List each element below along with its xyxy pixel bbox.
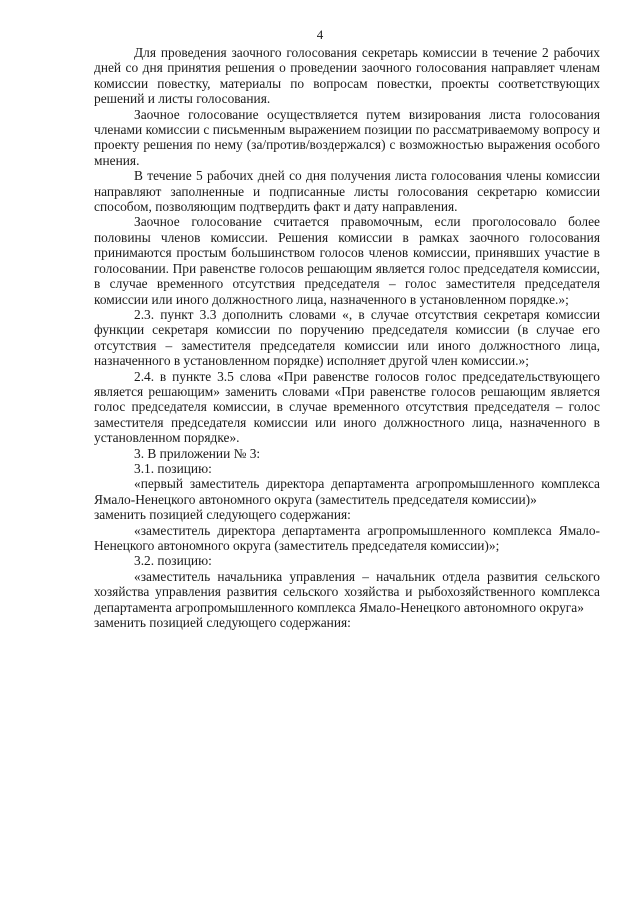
paragraph-replace-1: заменить позицией следующего содержания: bbox=[94, 507, 351, 523]
paragraph-absentee-voting-method: Заочное голосование осуществляется путем визирования листа голосования членами комиссии с письменным выражением позиции по рассматриваемому вопросу и проекту решения по нему (за/против/воздержался) с возможностью выражения особого мнения. bbox=[94, 106, 600, 168]
paragraph-old-position-1: «первый заместитель директора департамента агропромышленного комплекса Ямало-Ненецкого автономного округа (заместитель председателя комиссии)» bbox=[94, 476, 600, 507]
paragraph-voting-procedure: Для проведения заочного голосования секретарь комиссии в течение 2 рабочих дней со дня принятия решения о проведении заочного голосования направляет членам комиссии повестку, материалы по вопросам повестки, проекты соответствующих решений и листы голосования. bbox=[94, 45, 600, 107]
paragraph-ballot-submission: В течение 5 рабочих дней со дня получения листа голосования члены комиссии направляют заполненные и подписанные листы голосования секретарю комиссии способом, позволяющим подтвердить факт и дату направления. bbox=[94, 168, 600, 215]
paragraph-item-3-2: 3.2. позицию: bbox=[134, 553, 212, 569]
paragraph-old-position-2: «заместитель начальника управления – начальник отдела развития сельского хозяйства управления развития сельского хозяйства и рыбохозяйственного комплекса департамента агропромышленного комплекса Ямало-Ненецкого автономного округа» bbox=[94, 568, 600, 615]
paragraph-item-2-3: 2.3. пункт 3.3 дополнить словами «, в случае отсутствия секретаря комиссии функции секретаря комиссии по поручению председателя комиссии (в случае его отсутствия – заместителя председателя комиссии или иного должностного лица, назначенного в установленном порядке) исполняет другой член комиссии.»; bbox=[94, 306, 600, 369]
page-number: 4 bbox=[316, 27, 324, 42]
paragraph-item-2-4: 2.4. в пункте 3.5 слова «При равенстве голосов голос председательствующего является решающим» заменить словами «При равенстве голосов решающим является голос председателя комиссии, в случае временного отсутствия председателя – голос заместителя председателя комиссии или иного должностного лица, назначенного в установленном порядке». bbox=[94, 368, 600, 446]
paragraph-new-position-1: «заместитель директора департамента агропромышленного комплекса Ямало-Ненецкого автономного округа (заместитель председателя комиссии)»; bbox=[94, 522, 600, 553]
paragraph-quorum: Заочное голосование считается правомочным, если проголосовало более половины членов комиссии. Решения комиссии в рамках заочного голосования принимаются простым большинством голосов членов комиссии, принявших участие в голосовании. При равенстве голосов решающим является голос председателя комиссии, в случае временного отсутствия председателя – голос заместителя председателя комиссии или иного должностного лица, назначенного в установленном порядке.»; bbox=[94, 214, 600, 307]
paragraph-item-3-1: 3.1. позицию: bbox=[134, 460, 212, 476]
paragraph-item-3: 3. В приложении № 3: bbox=[134, 445, 261, 461]
document-body bbox=[94, 45, 600, 630]
paragraph-replace-2: заменить позицией следующего содержания: bbox=[94, 615, 351, 631]
